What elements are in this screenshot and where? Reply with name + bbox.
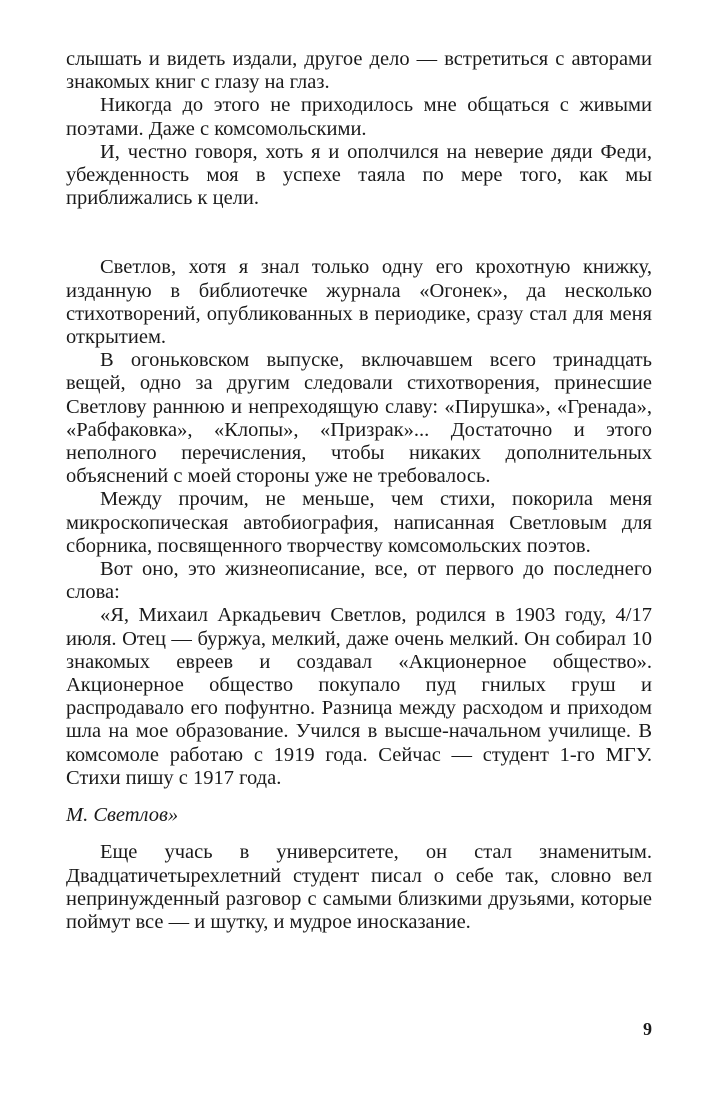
spacer <box>66 827 652 841</box>
paragraph-continuation: слышать и видеть издали, другое дело — встретиться с авторами знакомых книг с глазу на глаз. <box>66 48 652 94</box>
paragraph: Никогда до этого не приходилось мне общаться с живыми поэтами. Даже с комсомольскими. <box>66 94 652 140</box>
spacer <box>66 790 652 804</box>
quoted-autobiography: «Я, Михаил Аркадьевич Светлов, родился в 1903 году, 4/17 июля. Отец — буржуа, мелкий, даже очень мелкий. Он собирал 10 знакомых евреев и создавал «Акционерное общество». Акционерное общество покупало пуд гнилых груш и распродавало его пофунтно. Разница между расходом и приходом шла на мое образование. Учился в высше-начальном училище. В комсомоле работаю с 1919 года. Сейчас — студент 1-го МГУ. Стихи пишу с 1917 года. <box>66 604 652 789</box>
paragraph: Вот оно, это жизнеописание, все, от первого до последнего слова: <box>66 558 652 604</box>
section-break <box>66 210 652 256</box>
page-number: 9 <box>643 1019 652 1039</box>
paragraph: И, честно говоря, хоть я и ополчился на неверие дяди Феди, убежденность моя в успехе таяла по мере того, как мы приближались к цели. <box>66 140 652 210</box>
paragraph: Еще учась в университете, он стал знаменитым. Двадцатичетырехлетний студент писал о себе так, словно вел непринужденный разговор с самыми близкими друзьями, которые поймут все — и шутку, и мудрое иносказание. <box>66 841 652 933</box>
paragraph: Светлов, хотя я знал только одну его крохотную книжку, изданную в библиотечке журнала «Огонек», да несколько стихотворений, опубликованных в периодике, сразу стал для меня открытием. <box>66 256 652 349</box>
paragraph: В огоньковском выпуске, включавшем всего тринадцать вещей, одно за другим следовали стихотворения, принесшие Светлову раннюю и непреходящую славу: «Пирушка», «Гренада», «Рабфаковка», «Клопы», «Призрак»... Достаточно и этого неполного перечисления, чтобы никаких дополнительных объяснений с моей стороны уже не требовалось. <box>66 349 652 488</box>
signature: М. Светлов» <box>66 804 179 827</box>
page-body <box>66 48 652 934</box>
paragraph: Между прочим, не меньше, чем стихи, покорила меня микроскопическая автобиография, написанная Светловым для сборника, посвященного творчеству комсомольских поэтов. <box>66 488 652 557</box>
